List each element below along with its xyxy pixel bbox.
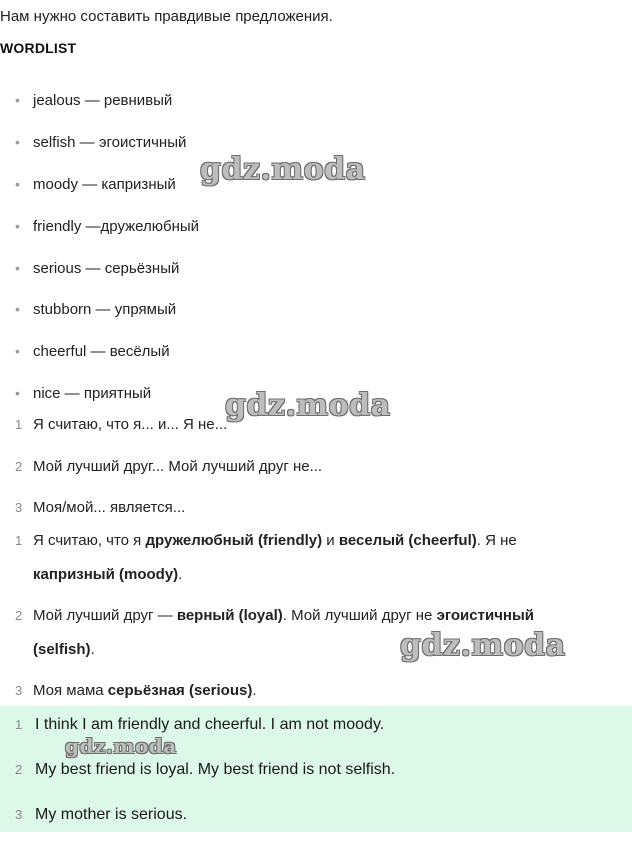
wordlist-heading: WORDLIST — [0, 40, 77, 56]
bullet-icon: • — [15, 218, 20, 234]
bullet-icon: • — [15, 134, 20, 150]
wordlist-item: • jealous — ревнивый — [15, 89, 172, 111]
bullet-icon: • — [15, 385, 20, 401]
answer-ru-continuation: (selfish). — [33, 641, 95, 658]
prompt-item: 2 Мой лучший друг... Мой лучший друг не... — [15, 458, 323, 475]
watermark-logo: gdz.moda — [400, 628, 566, 663]
wordlist-item: • moody — капризный — [15, 173, 176, 195]
bullet-icon: • — [15, 301, 20, 317]
watermark-logo: gdz.moda — [225, 388, 391, 423]
bullet-icon: • — [15, 176, 20, 192]
wordlist-item: • stubborn — упрямый — [15, 298, 176, 320]
intro-text: Нам нужно составить правдивые предложения. — [0, 8, 333, 25]
wordlist-item: • friendly —дружелюбный — [15, 215, 199, 237]
bullet-icon: • — [15, 260, 20, 276]
wordlist-item: • serious — серьёзный — [15, 257, 179, 279]
answer-en-item: 3 My mother is serious. — [15, 806, 188, 823]
answer-ru-item: 3 Моя мама серьёзная (serious). — [15, 682, 257, 699]
wordlist-item: • nice — приятный — [15, 382, 151, 404]
answer-en-item: 1 I think I am friendly and cheerful. I am not moody. — [15, 716, 385, 733]
wordlist-item: • cheerful — весёлый — [15, 340, 170, 362]
watermark-logo: gdz.moda — [65, 734, 177, 758]
answer-ru-item: 2 Мой лучший друг — верный (loyal). Мой лучший друг не эгоистичный — [15, 607, 534, 624]
bullet-icon: • — [15, 343, 20, 359]
answer-en-item: 2 My best friend is loyal. My best friend is not selfish. — [15, 761, 396, 778]
watermark-logo: gdz.moda — [200, 152, 366, 187]
bullet-icon: • — [15, 92, 20, 108]
prompt-item: 3 Моя/мой... является... — [15, 499, 186, 516]
answer-ru-continuation: капризный (moody). — [33, 566, 183, 583]
wordlist-item: • selfish — эгоистичный — [15, 131, 186, 153]
answer-ru-item: 1 Я считаю, что я дружелюбный (friendly) и веселый (cheerful). Я не — [15, 532, 517, 549]
prompt-item: 1 Я считаю, что я... и... Я не... — [15, 416, 228, 433]
